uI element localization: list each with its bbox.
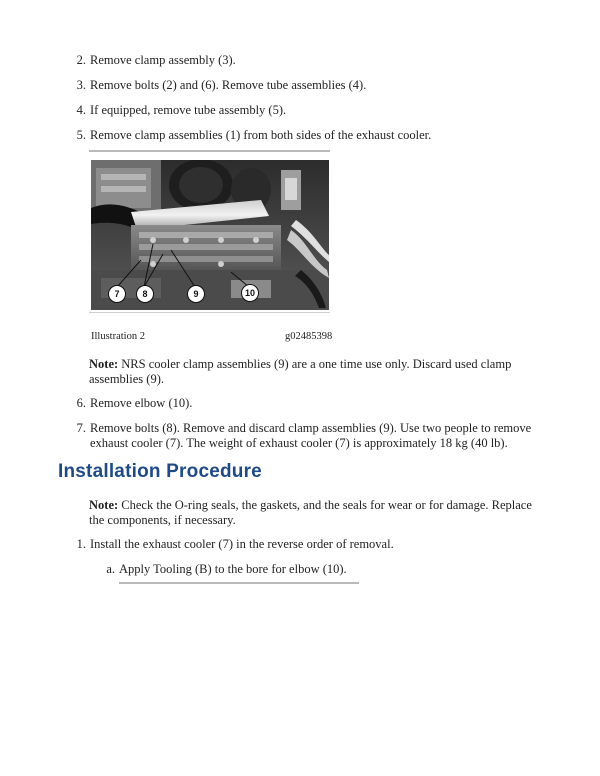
engine-photo [91, 160, 329, 310]
step-number: 4. [76, 103, 86, 117]
step-text: Remove bolts (8). Remove and discard clamp assemblies (9). Use two people to remove exhaust cooler (7). The weight of exhaust cooler (7) is approximately 18 kg (40 lb). [90, 421, 532, 450]
step-number: 2. [76, 53, 86, 67]
note-text: Check the O-ring seals, the gaskets, and the seals for wear or for damage. Replace the components, if necessary. [89, 498, 532, 527]
note-text: NRS cooler clamp assemblies (9) are a one time use only. Discard used clamp assemblies (9). [89, 357, 512, 386]
note-label: Note: [89, 498, 119, 512]
substep-text: Apply Tooling (B) to the bore for elbow (10). [119, 562, 347, 576]
step-text: Remove elbow (10). [90, 396, 193, 410]
step-number: 7. [76, 421, 86, 435]
figure-bottom-rule [89, 312, 330, 313]
note-seals [89, 498, 549, 528]
callout-10: 10 [241, 284, 259, 302]
step-text: Remove bolts (2) and (6). Remove tube assemblies (4). [90, 78, 367, 92]
figure-caption-id: g02485398 [285, 331, 333, 342]
step-text: Install the exhaust cooler (7) in the reverse order of removal. [90, 537, 394, 551]
engine-illustration [91, 160, 329, 310]
substep-letter: a. [106, 562, 115, 576]
callout-8: 8 [136, 285, 154, 303]
step-number: 6. [76, 396, 86, 410]
figure-top-rule [89, 150, 330, 152]
step-number: 1. [76, 537, 86, 551]
figure-caption-label: Illustration 2 [91, 331, 145, 342]
step-text: Remove clamp assembly (3). [90, 53, 236, 67]
callout-9: 9 [187, 285, 205, 303]
note-clamp-assemblies [89, 357, 549, 387]
callout-7: 7 [108, 285, 126, 303]
step-text: If equipped, remove tube assembly (5). [90, 103, 287, 117]
step-text: Remove clamp assemblies (1) from both sides of the exhaust cooler. [90, 128, 432, 142]
note-label: Note: [89, 357, 119, 371]
step-number: 3. [76, 78, 86, 92]
section-heading: Installation Procedure [58, 461, 262, 482]
bottom-rule [119, 582, 359, 584]
step-number: 5. [76, 128, 86, 142]
